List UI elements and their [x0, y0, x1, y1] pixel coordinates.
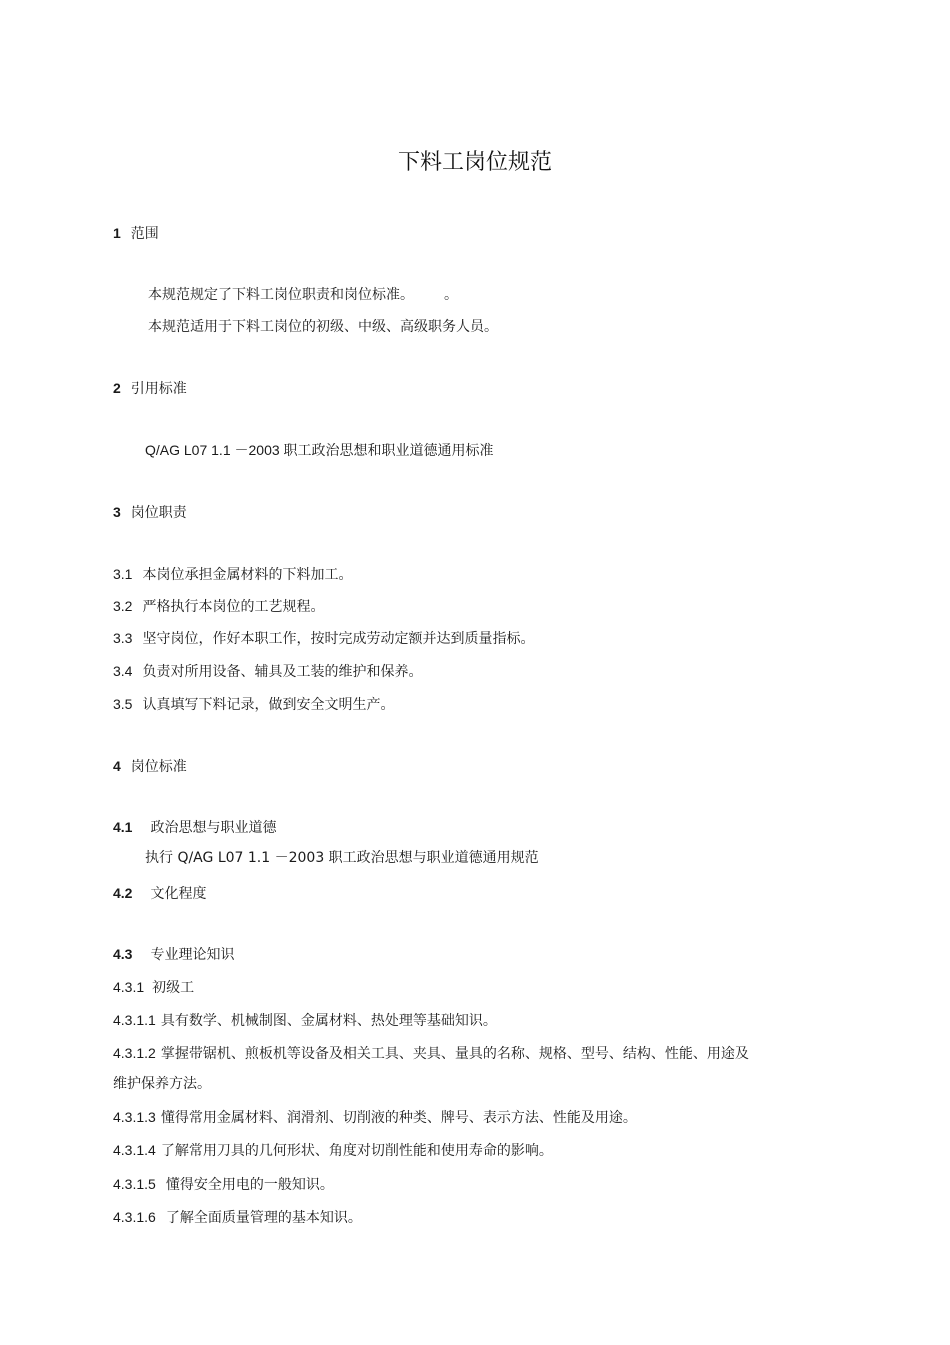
list-item: [113, 628, 534, 649]
item-number: 4.3.1.3: [113, 1109, 156, 1125]
section-number: 1: [113, 225, 121, 241]
item-number: 3.3: [113, 630, 133, 646]
subsection-number: 4.3: [113, 946, 133, 962]
item-text: 严格执行本岗位的工艺规程。: [142, 599, 325, 615]
item-text: 懂得常用金属材料、润滑剂、切削液的种类、牌号、表示方法、性能及用途。: [160, 1110, 637, 1126]
subsection-title: 政治思想与职业道德: [150, 820, 277, 836]
list-item: [113, 1043, 749, 1064]
stray-punctuation: 。: [444, 287, 458, 303]
subsection-number: 4.2: [113, 885, 133, 901]
section-number: 4: [113, 758, 121, 774]
subsection-number: 4.1: [113, 819, 133, 835]
item-number: 3.5: [113, 696, 133, 712]
section-title: 范围: [130, 226, 159, 242]
item-number: 4.3.1.4: [113, 1142, 156, 1158]
subsection-title: 初级工: [152, 980, 195, 996]
item-number: 4.3.1.1: [113, 1012, 156, 1028]
section-heading-4: [113, 756, 187, 777]
item-text: 懂得安全用电的一般知识。: [165, 1177, 334, 1193]
list-item: [113, 1010, 497, 1031]
list-item: [113, 1174, 334, 1195]
item-text: 了解全面质量管理的基本知识。: [165, 1210, 362, 1226]
list-item: [113, 661, 422, 682]
subsection-heading-4-2: [113, 883, 206, 904]
item-text: 本岗位承担金属材料的下料加工。: [142, 567, 353, 583]
section-number: 2: [113, 380, 121, 396]
paragraph: [148, 285, 458, 305]
item-number: 3.1: [113, 566, 133, 582]
section-heading-3: [113, 502, 187, 523]
section-title: 岗位职责: [130, 505, 187, 521]
subsection-number: 4.3.1: [113, 979, 145, 995]
section-number: 3: [113, 504, 121, 520]
list-item: [113, 1140, 553, 1161]
section-title: 岗位标准: [130, 759, 187, 775]
item-text: 负责对所用设备、辅具及工装的维护和保养。: [142, 664, 423, 680]
item-text: 具有数学、机械制图、金属材料、热处理等基础知识。: [160, 1013, 497, 1029]
section-heading-1: [113, 223, 159, 244]
list-item: [113, 564, 352, 585]
section-title: 引用标准: [130, 381, 187, 397]
item-text: 掌握带锯机、煎板机等设备及相关工具、夹具、量具的名称、规格、型号、结构、性能、用途及: [160, 1046, 749, 1062]
subsection-heading-4-3-1: [113, 977, 194, 998]
paragraph-text: 本规范规定了下料工岗位职责和岗位标准。: [148, 287, 414, 303]
subsection-heading-4-3: [113, 944, 234, 965]
item-number: 3.2: [113, 598, 133, 614]
subsection-title: 专业理论知识: [150, 947, 235, 963]
list-item: [113, 1207, 362, 1228]
item-text: 坚守岗位，作好本职工作，按时完成劳动定额并达到质量指标。: [142, 631, 535, 647]
item-text: 认真填写下料记录，做到安全文明生产。: [142, 697, 395, 713]
list-item: [113, 694, 394, 715]
subsection-title: 文化程度: [150, 886, 207, 902]
item-number: 4.3.1.2: [113, 1045, 156, 1061]
list-item: [113, 1107, 637, 1128]
item-number: 4.3.1.6: [113, 1209, 156, 1225]
paragraph: 本规范适用于下料工岗位的初级、中级、高级职务人员。: [148, 319, 498, 335]
list-item-continuation: 维护保养方法。: [113, 1076, 211, 1092]
item-number: 3.4: [113, 663, 133, 679]
section-heading-2: [113, 378, 187, 399]
item-number: 4.3.1.5: [113, 1176, 156, 1192]
page-title: 下料工岗位规范: [397, 150, 552, 175]
item-text: 了解常用刀具的几何形状、角度对切削性能和使用寿命的影响。: [160, 1143, 553, 1159]
list-item: [113, 596, 324, 617]
paragraph: 执行 Q/AG L07 1.1 －2003 职工政治思想与职业道德通用规范: [145, 850, 539, 866]
paragraph: Q/AG L07 1.1 －2003 职工政治思想和职业道德通用标准: [145, 442, 494, 458]
subsection-heading-4-1: [113, 817, 276, 838]
